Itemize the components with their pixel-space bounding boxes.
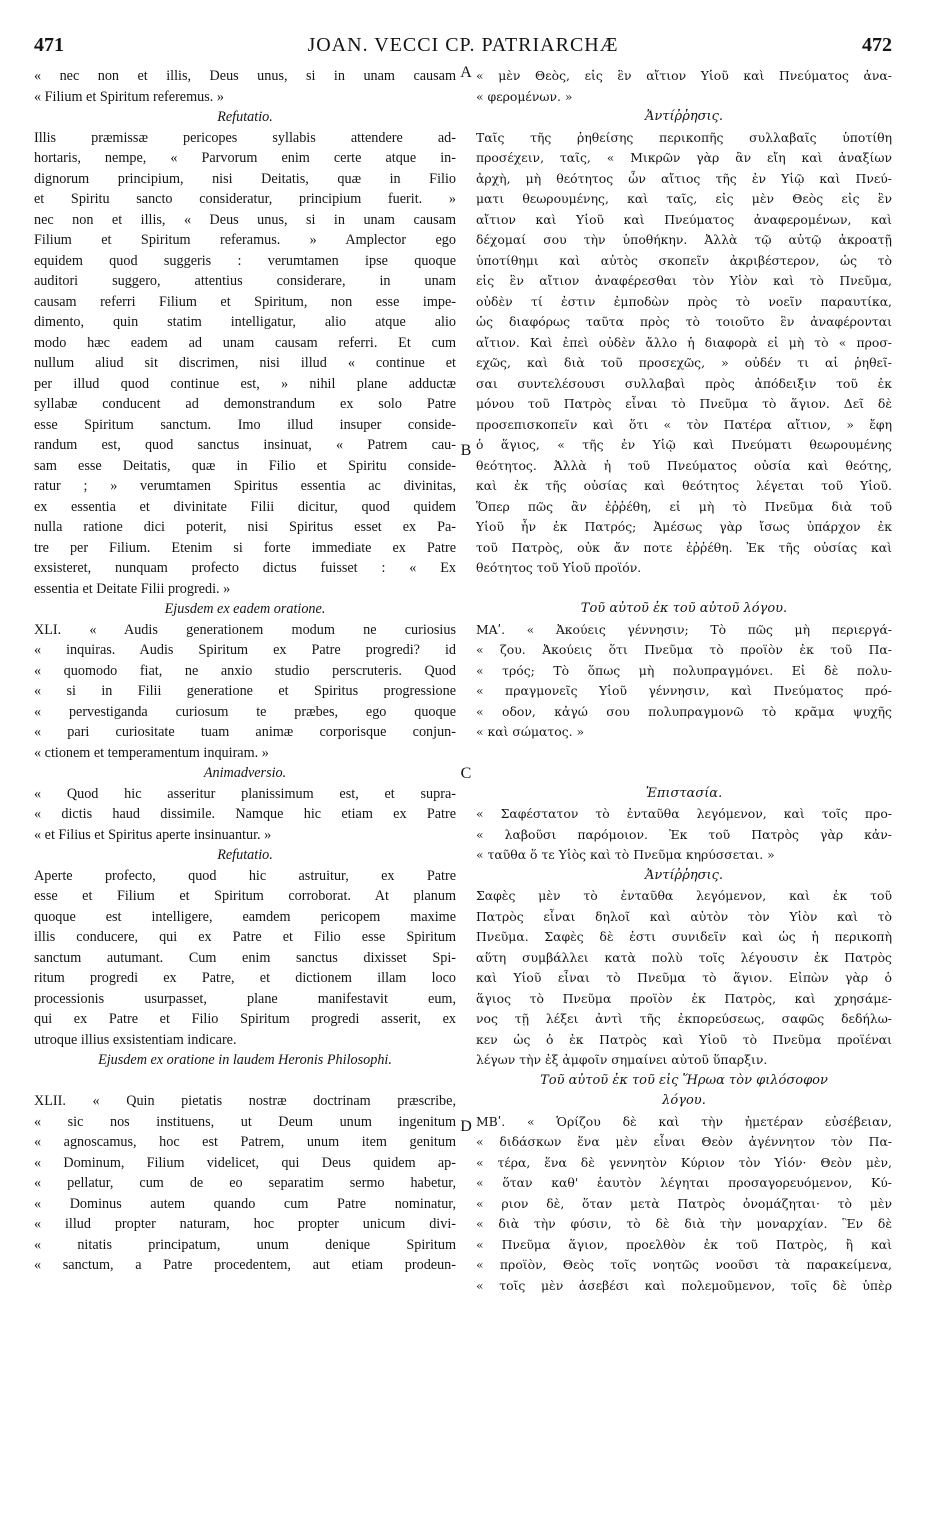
text-line: ματι θεωρουμένης, καὶ ταῖς, εἰς μὲν Θεὸς εἰς ἓν — [476, 191, 892, 206]
text-line: « ὅταν καθ' ἑαυτὸν λέγηται προσαγορευόμενον, Κύ- — [476, 1175, 892, 1190]
text-line: νος τῇ λέξει ἀντὶ τῆς ἐκπορεύσεως, σαφῶς δεδήλω- — [476, 1011, 892, 1026]
text-line: Ταῖς τῆς ῥηθείσης περικοπῆς συλλαβαῖς ὑποτίθη — [476, 129, 892, 145]
text-line: ἀρχὴ, μὴ θεότητος ὧν αἴτιος τῆς ἐν Υἱῷ καὶ Πνεύ- — [476, 170, 892, 186]
text-line: « illud propter naturam, hoc propter unicum divi- — [34, 1216, 456, 1232]
section-heading: Refutatio. — [217, 109, 273, 125]
text-line: « ριον δὲ, ὅταν μετὰ Πατρὸς ὀνομάζηται· τὸ μὲν — [476, 1195, 892, 1211]
page-number-right: 472 — [862, 34, 892, 56]
text-line: qui ex Patre et Filio Spiritum progredi asserit, ex — [34, 1011, 456, 1027]
text-line: τοῦ Πατρὸς, οὐκ ἄν ποτε ἐῤῥέθη. Ἐκ τῆς οὐσίας καὶ — [476, 539, 892, 555]
latin-column — [34, 66, 456, 1276]
running-head — [0, 34, 926, 64]
section-heading: Animadversio. — [203, 765, 287, 781]
text-line: « οδον, κἀγώ σου πολυπραγμονῶ τὸ κρᾶμα ψυχῆς — [476, 703, 892, 719]
text-line — [476, 763, 892, 784]
text-line: « Σαφέστατον τὸ ἐνταῦθα λεγόμενον, καὶ τοῖς προ- — [476, 806, 892, 821]
text-line: utroque illius exsistentiam indicare. — [34, 1031, 237, 1048]
text-line: « ζου. Ἀκούεις ὅτι Πνεῦμα τὸ προϊὸν ἐκ τοῦ Πα- — [476, 642, 892, 657]
text-line: randum est, quod sanctus insinuat, « Patrem cau- — [34, 437, 456, 453]
section-heading: Τοῦ αὐτοῦ ἐκ τοῦ εἰς Ἥρωα τὸν φιλόσοφον — [540, 1072, 828, 1088]
text-line: quoque est intelligere, eamdem pericopem maxime — [34, 908, 456, 925]
text-line: « pari curiositate tuam animæ corporisque conjun- — [34, 724, 456, 740]
text-line: causam referri Filium et Spiritum, non esse impe- — [34, 293, 456, 310]
text-line: οὐδὲν τί ἐστιν ἐμποδὼν πρὸς τὸ νοεῖν παραυτίκα, — [476, 293, 892, 309]
text-line: αὕτη συμβάλλει κατὰ πολὺ τοῖς λέγουσιν ἐκ Πατρὸς — [476, 949, 892, 965]
text-line: nec non et illis, « Deus unus, si in unam causam — [34, 211, 456, 228]
text-line: XLII. « Quin pietatis nostræ doctrinam præscribe, — [34, 1093, 456, 1109]
text-line: « διδάσκων ἕνα μὲν εἶναι Θεὸν ἀγέννητον τὸν Πα- — [476, 1134, 892, 1149]
text-line: « nitatis principatum, unum denique Spiritum — [34, 1236, 456, 1253]
text-line: Illis præmissæ pericopes syllabis attendere ad- — [34, 129, 456, 146]
text-line: « ctionem et temperamentum inquiram. » — [34, 744, 269, 761]
text-line: Σαφὲς μὲν τὸ ἐνταῦθα λεγόμενον, καὶ ἐκ τοῦ — [476, 888, 892, 903]
text-line: dignorum principium, nisi Deitatis, quæ in Filio — [34, 170, 456, 187]
text-line: « nec non et illis, Deus unus, si in unam causam — [34, 68, 456, 84]
text-line: « agnoscamus, hoc est Patrem, unum item genitum — [34, 1134, 456, 1150]
running-title: JOAN. VECCI CP. PATRIARCHÆ — [307, 34, 619, 56]
text-line: sam esse Deitatis, quæ in Filio et Spiritu conside- — [34, 457, 456, 474]
text-line: auditori suggero, attentius considerare, in unam — [34, 273, 456, 289]
text-line: « sic nos instituens, ut Deum unum ingenitum — [34, 1113, 456, 1130]
text-line — [34, 1071, 456, 1092]
text-line: processionis usurpasset, plane manifestavit eum, — [34, 990, 456, 1007]
text-line: καὶ Υἱοῦ εἶναι τὸ Πνεῦμα τὸ ἅγιον. Εἰπὼν γὰρ ὁ — [476, 970, 892, 985]
text-line: « λαβοῦσι παρόμοιον. Ἐκ τοῦ Πατρὸς γὰρ κἀν- — [476, 826, 892, 842]
text-line: esse Spiritum sanctum. Imo illud insuper conside- — [34, 416, 456, 433]
text-line: illis conducere, qui ex Patre et Filio esse Spiritum — [34, 929, 456, 945]
text-line — [476, 579, 892, 600]
text-line: syllabæ conducent ad demonstrandum ex solo Patre — [34, 396, 456, 412]
section-heading: Ἀντίῤῥησις. — [644, 109, 724, 124]
text-line: XLI. « Audis generationem modum ne curiosius — [34, 621, 456, 638]
text-line: hortaris, nempe, « Parvorum enim certe atque in- — [34, 150, 456, 166]
margin-letter-c: C — [460, 765, 472, 782]
text-line: « καὶ σώματος. » — [476, 724, 585, 739]
text-line: μόνου τοῦ Πατρὸς εἶναι τὸ Πνεῦμα τὸ ἅγιον. Δεῖ δὲ — [476, 396, 892, 411]
text-line: εχῶς, καὶ διὰ τοῦ προσεχῶς, » οὐδέν τι αἱ ῥηθεῖ- — [476, 355, 892, 370]
text-line: « quomodo fiat, ne anxio studio perscruteris. Quod — [34, 662, 456, 679]
section-heading: Ejusdem ex oratione in laudem Heronis Philosophi. — [98, 1052, 392, 1068]
section-heading: Τοῦ αὐτοῦ ἐκ τοῦ αὐτοῦ λόγου. — [580, 601, 788, 616]
text-line: καὶ ἐκ τῆς οὐσίας καὶ θεότητος λέγεται τοῦ Υἱοῦ. — [476, 478, 892, 493]
text-line: tre per Filium. Etenim si forte immediate ex Patre — [34, 539, 456, 556]
text-line: « ταῦθα ὅ τε Υἱὸς καὶ τὸ Πνεῦμα κηρύσσεται. » — [476, 847, 775, 862]
text-line: « et Filius et Spiritus aperte insinuantur. » — [34, 826, 272, 843]
text-line: ΜΑʹ. « Ἀκούεις γέννησιν; Τὸ πῶς μὴ περιεργά- — [476, 621, 892, 637]
text-line: « Πνεῦμα ἅγιον, προελθὸν ἐκ τοῦ Πατρὸς, ἢ καὶ — [476, 1236, 892, 1252]
text-line: nullum aliud sit discrimen, nisi illud « continue et — [34, 355, 456, 371]
text-line: αἴτιον. Καὶ ἐπεὶ οὐδὲν ἄλλο ἡ διαφορὰ εἰ μὴ τὸ « προσ- — [476, 334, 892, 350]
text-line: Υἱοῦ ἦν ἐκ Πατρός; Ἀμέσως γὰρ ἴσως ὑπάρχον ἐκ — [476, 519, 892, 534]
section-heading: λόγου. — [662, 1093, 706, 1108]
text-line: « τρός; Τὸ ὅπως μὴ πολυπραγμόνει. Εἰ δὲ πολυ- — [476, 662, 892, 678]
text-line: « pellatur, cum de eo separatim sermo habetur, — [34, 1175, 456, 1191]
text-line: Aperte profecto, quod hic astruitur, ex Patre — [34, 867, 456, 884]
text-line: « διὰ τὴν φύσιν, τὸ δὲ διὰ τὴν μοναρχίαν. Ἓν δὲ — [476, 1216, 892, 1231]
margin-letter-d: D — [460, 1118, 472, 1135]
text-line: « inquiras. Audis Spiritum ex Patre progredi? id — [34, 642, 456, 658]
section-heading: Ejusdem ex eadem oratione. — [164, 601, 326, 617]
text-line: nulla ratione dici poterit, nisi Spiritus esset ex Pa- — [34, 519, 456, 535]
text-line: Πνεῦμα. Σαφὲς δὲ ἐστι συνιδεῖν καὶ ὡς ἡ περικοπὴ — [476, 929, 892, 944]
text-line: δέχομαί σου τὴν ὑποθήκην. Ἀλλὰ τῷ αὐτῷ ἀκροατῇ — [476, 232, 892, 247]
section-heading: Ἀντίῤῥησις. — [644, 867, 724, 883]
text-line: λέγων τὴν ἐξ ἀμφοῖν σημαίνει αὐτοῦ ὕπαρξιν. — [476, 1052, 768, 1067]
text-line: ritum progredi ex Patre, et dictionem illam loco — [34, 970, 456, 986]
text-line: θεότητος. Ἀλλὰ ἡ τοῦ Πνεύματος οὐσία καὶ θεότης, — [476, 457, 892, 473]
text-line: per illud quod continue est, » nihil plane adductæ — [34, 375, 456, 392]
page-number-left: 471 — [34, 34, 64, 56]
text-line: « sanctum, a Patre procedentem, aut etiam prodeun- — [34, 1257, 456, 1273]
text-line: « Dominus autem quando cum Patre nominatur, — [34, 1195, 456, 1212]
text-line: « πραγμονεῖς Υἱοῦ γέννησιν, καὶ Πνεύματος πρό- — [476, 683, 892, 698]
greek-column — [476, 66, 892, 1296]
text-line: exsisteret, nunquam profecto dictus fuisset : « Ex — [34, 560, 456, 576]
text-line: θεότητος τοῦ Υἱοῦ προϊόν. — [476, 560, 642, 575]
text-line: ratur ; » verumtamen Spiritus essentia ac divinitas, — [34, 478, 456, 494]
margin-letter-a: A — [460, 64, 472, 81]
text-line: Filium et Spiritum referamus. » Amplector ego — [34, 232, 456, 248]
text-line: « μὲν Θεὸς, εἰς ἓν αἴτιον Υἱοῦ καὶ Πνεύματος ἀνα- — [476, 68, 892, 83]
text-line: ex essentia et divinitate Filii dicitur, quod quidem — [34, 498, 456, 515]
text-line: εἰς ἓν αἴτιον ἀναφέρεσθαι τὸν Υἱὸν καὶ τὸ Πνεῦμα, — [476, 273, 892, 288]
text-line: κεν ὡς ὁ ἐκ Πατρὸς καὶ Υἱοῦ τὸ Πνεῦμα προϊέναι — [476, 1031, 892, 1047]
text-line: « τέρα, ἕνα δὲ γεννητὸν Κύριον τὸν Υἱόν· Θεὸν μὲν, — [476, 1154, 892, 1170]
text-line: προσέχειν, ταῖς, « Μικρῶν γὰρ ἂν εἴη καὶ ἀναξίων — [476, 150, 892, 165]
text-line: « Dominum, Filium videlicet, qui Deus quidem ap- — [34, 1154, 456, 1171]
text-line: ΜΒʹ. « Ὁρίζου δὲ καὶ τὴν ἡμετέραν εὐσέβειαν, — [476, 1113, 892, 1129]
section-heading: Ἐπιστασία. — [645, 785, 723, 801]
text-line: ὡς διαφόρως ταῦτα πρὸς τὸ τοιοῦτο ἓν ἀναφέρονται — [476, 314, 892, 329]
text-line: « pervestiganda curiosum te præbes, ego quoque — [34, 703, 456, 720]
section-heading: Refutatio. — [217, 847, 273, 863]
text-line: αἴτιον καὶ Υἱοῦ καὶ Πνεύματος ἀναφερομένων, καὶ — [476, 211, 892, 227]
text-line: σαι συντελέσουσι συλλαβαὶ πρὸς ἀπόδειξιν τοῦ ἐκ — [476, 375, 892, 391]
text-line: « Quod hic asseritur planissimum est, et supra- — [34, 785, 456, 802]
text-line: « Filium et Spiritum referemus. » — [34, 88, 224, 105]
text-line: « προϊὸν, Θεὸς τοῖς νοητῶς νοοῦσι τὰ παρακείμενα, — [476, 1257, 892, 1272]
text-line: « si in Filii generatione et Spiritus progressione — [34, 683, 456, 699]
text-line: sanctum autumant. Cum enim sanctus dixisset Spi- — [34, 949, 456, 966]
text-line: modo hæc eadem ad unam causam referri. Et cum — [34, 334, 456, 351]
text-line: προσεπισκοπεῖν καὶ ὅτι « τὸν Πατέρα αἴτιον, » ἔφη — [476, 416, 892, 432]
text-line: esse et Filium et Spiritum corroborat. At planum — [34, 888, 456, 904]
text-line: ὑποτίθημι καὶ αὐτὸς σκοπεῖν ἀκριβέστερον, ὡς τὸ — [476, 252, 892, 268]
text-line: essentia et Deitate Filii progredi. » — [34, 580, 231, 597]
margin-letter-b: B — [460, 442, 472, 459]
text-line: dimento, quin statim intelligatur, alio atque alio — [34, 314, 456, 330]
text-line: ἅγιος τὸ Πνεῦμα προϊὸν ἐκ Πατρὸς, καὶ χρησάμε- — [476, 990, 892, 1006]
text-line: ὁ ἅγιος, « τῆς ἐν Υἱῷ καὶ Πνεύματι θεωρουμένης — [476, 437, 892, 452]
text-line: « τοῖς μὲν ἀσεβέσι καὶ πολεμοῦμενον, τοῖς δὲ ὑπὲρ — [476, 1277, 892, 1293]
text-line: et Spiritu sancto consideratur, principium fuerit. » — [34, 191, 456, 207]
text-line: « φερομένων. » — [476, 88, 573, 104]
text-line: « dictis haud dissimile. Namque hic etiam ex Patre — [34, 806, 456, 822]
text-line: Ὅπερ πῶς ἂν ἐῤῥέθη, εἰ μὴ τὸ Πνεῦμα διὰ τοῦ — [476, 498, 892, 514]
text-line: Πατρὸς εἶναι δηλοῖ καὶ αὐτὸν τὸν Υἱὸν καὶ τὸ — [476, 908, 892, 924]
text-line: equidem quod suggeris : verumtamen ipse quoque — [34, 252, 456, 269]
text-line — [476, 743, 892, 764]
